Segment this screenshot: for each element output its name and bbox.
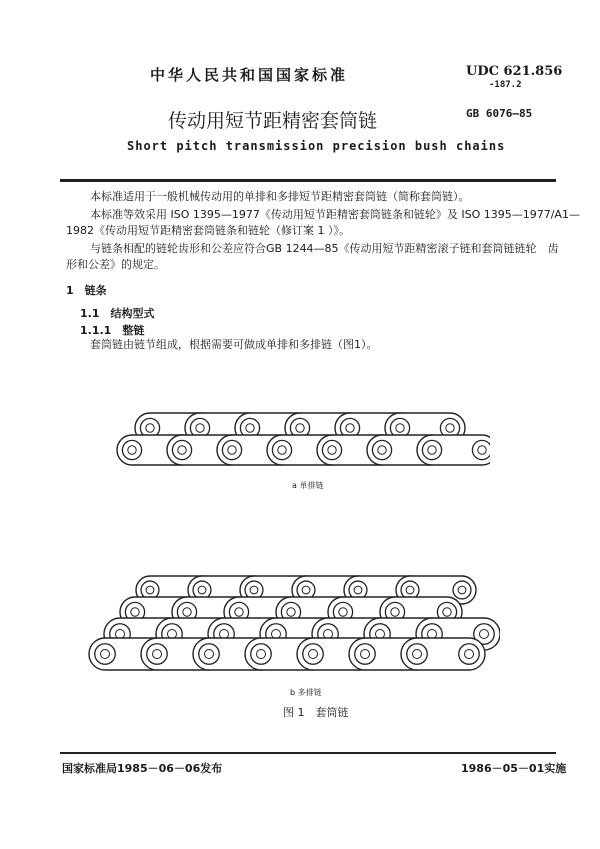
multi-row-chain-figure (80, 570, 500, 680)
udc-code: UDC 621.856 (466, 64, 563, 79)
chain-bush (407, 644, 427, 664)
chain-bush (322, 440, 341, 459)
footer-divider (60, 752, 556, 754)
figure-caption: 图 1 套筒链 (283, 706, 349, 719)
paragraph-1: 本标准适用于一般机械传动用的单排和多排短节距精密套筒链（简称套筒链）。 (90, 190, 470, 203)
chain-bush (272, 440, 291, 459)
section-1-1-heading: 1.1 结构型式 (80, 307, 155, 320)
chain-bush (453, 581, 471, 599)
chain-bush (472, 440, 490, 459)
title-en: Short pitch transmission precision bush chains (127, 139, 506, 153)
standard-type: 中华人民共和国国家标准 (150, 66, 349, 84)
caption-a: a 单排链 (292, 481, 324, 490)
title-cn: 传动用短节距精密套筒链 (168, 110, 378, 132)
chain-bush (355, 644, 375, 664)
chain-bush (122, 440, 141, 459)
chain-bush (147, 644, 167, 664)
chain-bush (199, 644, 219, 664)
chain-bush (172, 440, 191, 459)
chain-bush (297, 581, 315, 599)
chain-bush (303, 644, 323, 664)
section-1-1-1-heading: 1.1.1 整链 (80, 324, 145, 337)
effective-date: 1986－05－01实施 (461, 762, 567, 775)
chain-bush (222, 440, 241, 459)
chain-bush (349, 581, 367, 599)
chain-bush (372, 440, 391, 459)
paragraph-3-cont: 形和公差》的规定。 (66, 258, 165, 271)
section-text: 套筒链由链节组成，根据需要可做成单排和多排链（图1）。 (90, 338, 378, 351)
paragraph-3: 与链条相配的链轮齿形和公差应符合GB 1244—85《传动用短节距精密滚子链和套筒链链轮 齿 (90, 242, 559, 255)
chain-bush (401, 581, 419, 599)
issue-date: 国家标准局1985－06－06发布 (62, 762, 223, 775)
chain-bush (95, 644, 115, 664)
caption-b: b 多排链 (290, 688, 322, 697)
chain-bush (193, 581, 211, 599)
chain-bush (245, 581, 263, 599)
chain-bush (459, 644, 479, 664)
section-1-heading: 1 链条 (66, 284, 107, 297)
chain-bush (251, 644, 271, 664)
chain-bush (141, 581, 159, 599)
header-divider (60, 179, 556, 182)
udc-code-sub: -187.2 (489, 80, 522, 90)
single-row-chain-figure (110, 410, 490, 480)
paragraph-2-cont: 1982《传动用短节距精密套筒链条和链轮（修订案 1 ）》。 (66, 224, 350, 237)
paragraph-2: 本标准等效采用 ISO 1395—1977《传动用短节距精密套筒链条和链轮》及 ISO 1395—1977/A1— (90, 208, 580, 221)
chain-bush (422, 440, 441, 459)
gb-number: GB 6076—85 (466, 107, 533, 120)
